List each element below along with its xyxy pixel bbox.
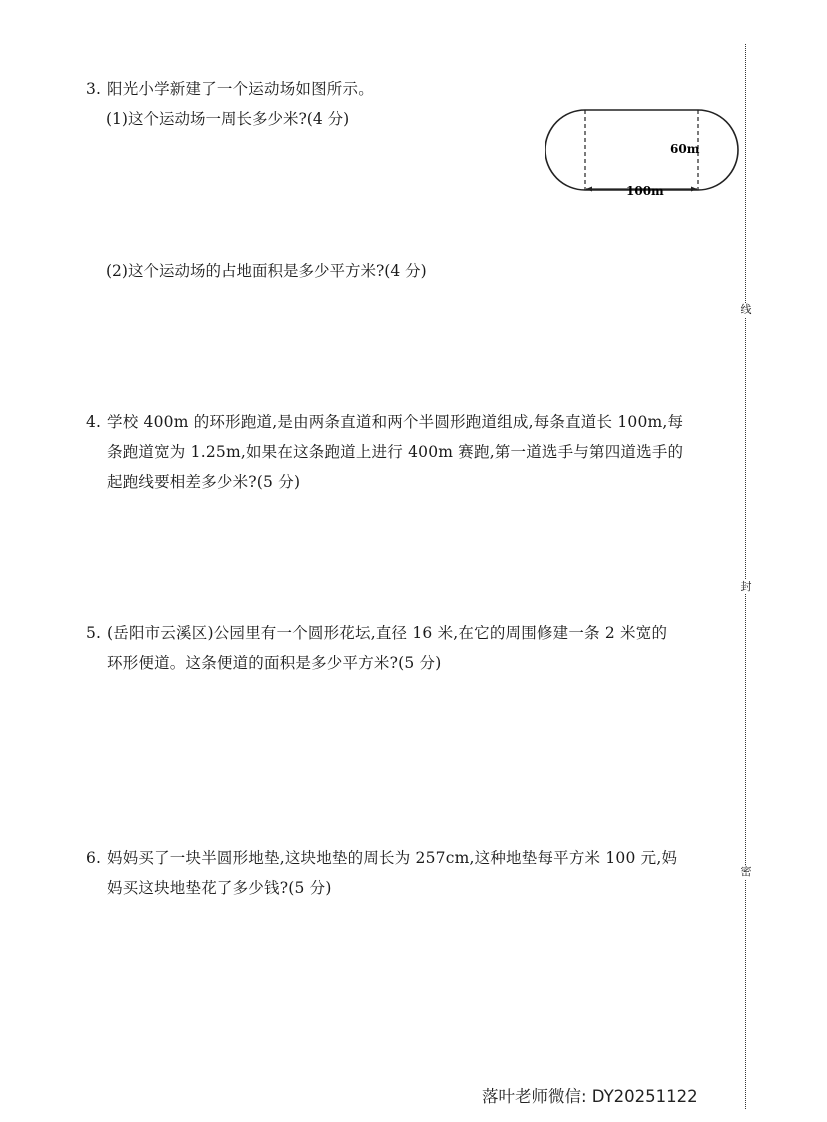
question-5 xyxy=(86,618,667,678)
question-number: 5. xyxy=(86,624,102,642)
binding-char-mi: 密 xyxy=(740,865,752,878)
binding-char-feng: 封 xyxy=(740,580,752,593)
sports-field-diagram xyxy=(545,100,740,210)
question-text: 妈妈买了一块半圆形地垫,这块地垫的周长为 257cm,这种地垫每平方米 100 元,妈 xyxy=(107,849,678,867)
question-text: 学校 400m 的环形跑道,是由两条直道和两个半圆形跑道组成,每条直道长 100m,每 xyxy=(107,413,684,431)
binding-dotted-line xyxy=(745,44,746,1109)
question-text: 环形便道。这条便道的面积是多少平方米?(5 分) xyxy=(107,654,442,672)
question-number: 3. xyxy=(86,80,102,98)
question-6 xyxy=(86,843,677,903)
question-text: 妈买这块地垫花了多少钱?(5 分) xyxy=(107,879,332,897)
question-text: (岳阳市云溪区)公园里有一个圆形花坛,直径 16 米,在它的周围修建一条 2 米宽的 xyxy=(107,624,668,642)
question-3-part-2: (2)这个运动场的占地面积是多少平方米?(4 分) xyxy=(106,262,427,280)
height-label: 60m xyxy=(670,142,700,156)
binding-char-xian: 线 xyxy=(740,303,752,316)
footer-contact: 落叶老师微信: DY20251122 xyxy=(482,1087,698,1106)
question-text: 起跑线要相差多少米?(5 分) xyxy=(107,473,301,491)
length-label: 100m xyxy=(626,184,664,198)
question-4 xyxy=(86,407,683,497)
question-3-part-1: (1)这个运动场一周长多少米?(4 分) xyxy=(106,110,350,128)
question-number: 4. xyxy=(86,413,102,431)
field-outline xyxy=(545,110,738,190)
question-number: 6. xyxy=(86,849,102,867)
question-3 xyxy=(86,74,374,104)
question-text: 阳光小学新建了一个运动场如图所示。 xyxy=(107,80,374,98)
question-text: 条跑道宽为 1.25m,如果在这条跑道上进行 400m 赛跑,第一道选手与第四道选手的 xyxy=(107,443,684,461)
